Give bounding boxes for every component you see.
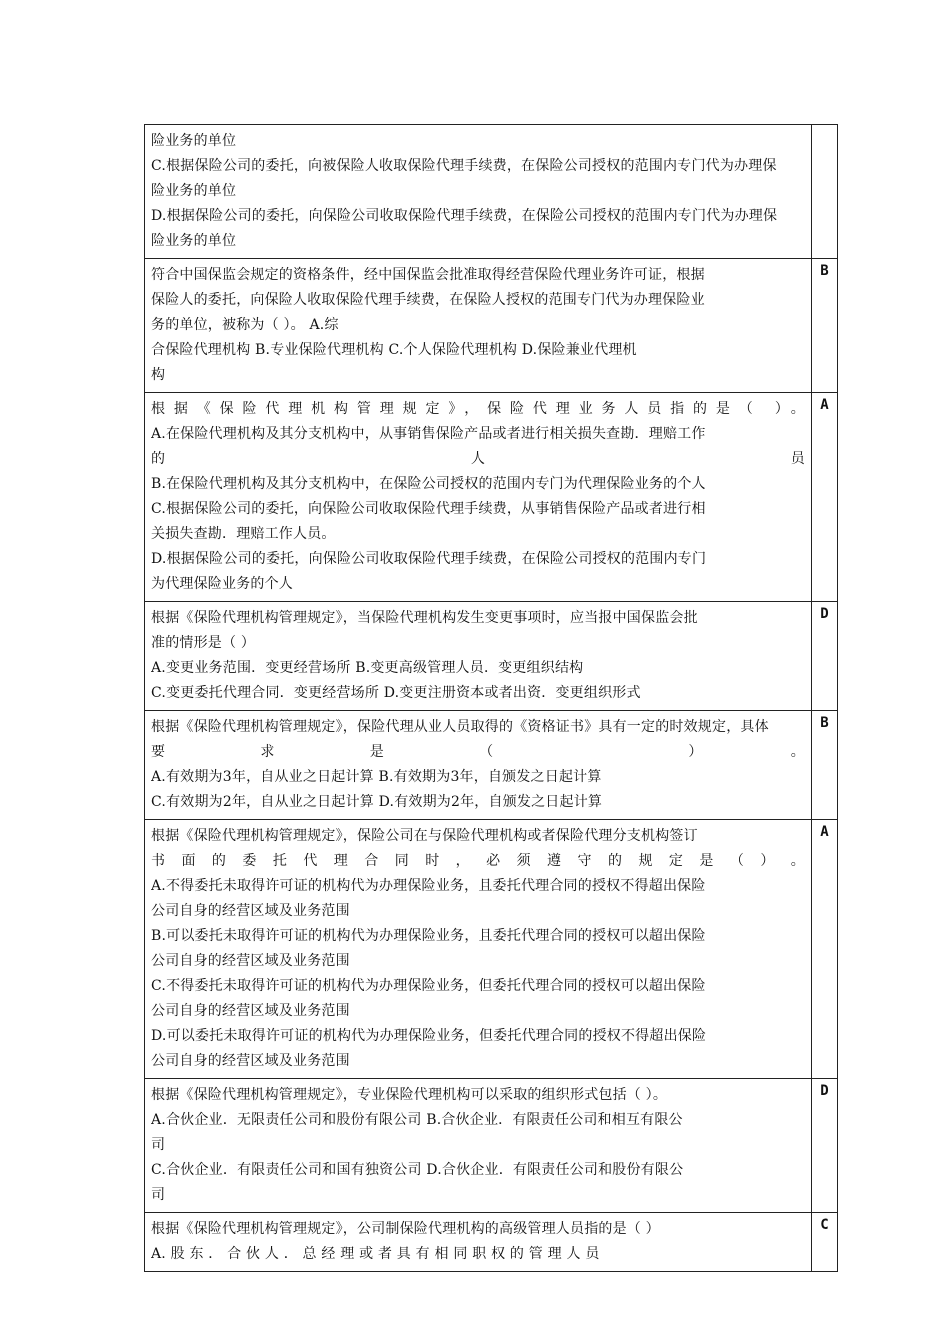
question-line: A.变更业务范围．变更经营场所 B.变更高级管理人员．变更组织结构	[151, 660, 584, 676]
question-line: 险业务的单位	[151, 183, 237, 199]
question-row	[145, 1213, 838, 1272]
question-line: C.根据保险公司的委托，向被保险人收取保险代理手续费，在保险公司授权的范围内专门代为办理保	[151, 158, 777, 174]
answer-cell	[812, 125, 838, 259]
answer-cell: C	[812, 1213, 838, 1272]
question-line: A.有效期为3年，自从业之日起计算 B.有效期为3年，自颁发之日起计算	[151, 769, 602, 785]
question-line: 司	[151, 1137, 166, 1153]
question-line: 符合中国保监会规定的资格条件，经中国保监会批准取得经营保险代理业务许可证，根据	[151, 267, 705, 283]
question-cell	[145, 1079, 812, 1213]
answer-cell: A	[812, 820, 838, 1079]
question-cell	[145, 820, 812, 1079]
question-line: 务的单位，被称为（ ）。 A.综	[151, 317, 339, 333]
question-row	[145, 820, 838, 1079]
question-line: 根据《保险代理机构管理规定》，保险代理从业人员取得的《资格证书》具有一定的时效规定，具体	[151, 719, 769, 735]
question-line: 根据《保险代理机构管理规定》，当保险代理机构发生变更事项时，应当报中国保监会批	[151, 610, 698, 626]
question-line: 根据《保险代理机构管理规定》，公司制保险代理机构的高级管理人员指的是（ ）	[151, 1221, 660, 1237]
question-line: D.根据保险公司的委托，向保险公司收取保险代理手续费，在保险公司授权的范围内专门代为办理保	[151, 208, 778, 224]
question-line: B.可以委托未取得许可证的机构代为办理保险业务，且委托代理合同的授权可以超出保险	[151, 928, 706, 944]
question-line: B.在保险代理机构及其分支机构中，在保险公司授权的范围内专门为代理保险业务的个人	[151, 476, 706, 492]
question-line: A.不得委托未取得许可证的机构代为办理保险业务，且委托代理合同的授权不得超出保险	[151, 878, 706, 894]
question-cell	[145, 1213, 812, 1272]
question-line: 要求是（ ）。	[151, 744, 805, 760]
question-line: 构	[151, 367, 166, 383]
question-line: 的 人 员	[151, 451, 805, 467]
question-cell	[145, 259, 812, 393]
question-line: D.可以委托未取得许可证的机构代为办理保险业务，但委托代理合同的授权不得超出保险	[151, 1028, 707, 1044]
question-line: D.根据保险公司的委托，向保险公司收取保险代理手续费，在保险公司授权的范围内专门	[151, 551, 707, 567]
question-line: 险业务的单位	[151, 133, 237, 149]
answer-cell: A	[812, 393, 838, 602]
question-line: 书 面 的 委 托 代 理 合 同 时 ， 必 须 遵 守 的 规 定 是 （ ） 。	[151, 853, 805, 869]
question-cell	[145, 125, 812, 259]
question-line: 公司自身的经营区域及业务范围	[151, 1053, 350, 1069]
question-line: A.合伙企业．无限责任公司和股份有限公司 B.合伙企业．有限责任公司和相互有限公	[151, 1112, 683, 1128]
question-line: 公司自身的经营区域及业务范围	[151, 953, 350, 969]
question-cell	[145, 711, 812, 820]
question-line: C.不得委托未取得许可证的机构代为办理保险业务，但委托代理合同的授权可以超出保险	[151, 978, 706, 994]
question-line: 险业务的单位	[151, 233, 237, 249]
answer-cell: D	[812, 602, 838, 711]
question-line: 为代理保险业务的个人	[151, 576, 293, 592]
question-line: 根据《保险代理机构管理规定》，专业保险代理机构可以采取的组织形式包括（ ）。	[151, 1087, 668, 1103]
question-line: 公司自身的经营区域及业务范围	[151, 1003, 350, 1019]
question-line: A.在保险代理机构及其分支机构中，从事销售保险产品或者进行相关损失查勘．理赔工作	[151, 426, 706, 442]
question-line: 公司自身的经营区域及业务范围	[151, 903, 350, 919]
question-row	[145, 393, 838, 602]
question-line: C.根据保险公司的委托，向保险公司收取保险代理手续费，从事销售保险产品或者进行相	[151, 501, 706, 517]
question-cell	[145, 393, 812, 602]
question-row	[145, 602, 838, 711]
question-row	[145, 711, 838, 820]
question-line: 司	[151, 1187, 166, 1203]
question-line: 合保险代理机构 B.专业保险代理机构 C.个人保险代理机构 D.保险兼业代理机	[151, 342, 637, 358]
question-line: 根据《保险代理机构管理规定》，保险代理业务人员指的是（ ）。	[151, 401, 805, 417]
question-line: C.有效期为2年，自从业之日起计算 D.有效期为2年，自颁发之日起计算	[151, 794, 603, 810]
answer-cell: B	[812, 259, 838, 393]
answer-cell: B	[812, 711, 838, 820]
question-row	[145, 125, 838, 259]
answer-cell: D	[812, 1079, 838, 1213]
question-line: C.变更委托代理合同．变更经营场所 D.变更注册资本或者出资．变更组织形式	[151, 685, 641, 701]
question-table	[144, 124, 838, 1272]
question-row	[145, 259, 838, 393]
question-line: 关损失查勘．理赔工作人员。	[151, 526, 336, 542]
question-line: 准的情形是（ ）	[151, 635, 256, 651]
question-line: 根据《保险代理机构管理规定》，保险公司在与保险代理机构或者保险代理分支机构签订	[151, 828, 698, 844]
question-line: C.合伙企业．有限责任公司和国有独资公司 D.合伙企业．有限责任公司和股份有限公	[151, 1162, 684, 1178]
question-line: A. 股 东 ． 合 伙 人 ． 总 经 理 或 者 具 有 相 同 职 权 的 管 理 人 员	[151, 1246, 600, 1262]
question-row	[145, 1079, 838, 1213]
question-cell	[145, 602, 812, 711]
question-line: 保险人的委托，向保险人收取保险代理手续费，在保险人授权的范围专门代为办理保险业	[151, 292, 705, 308]
